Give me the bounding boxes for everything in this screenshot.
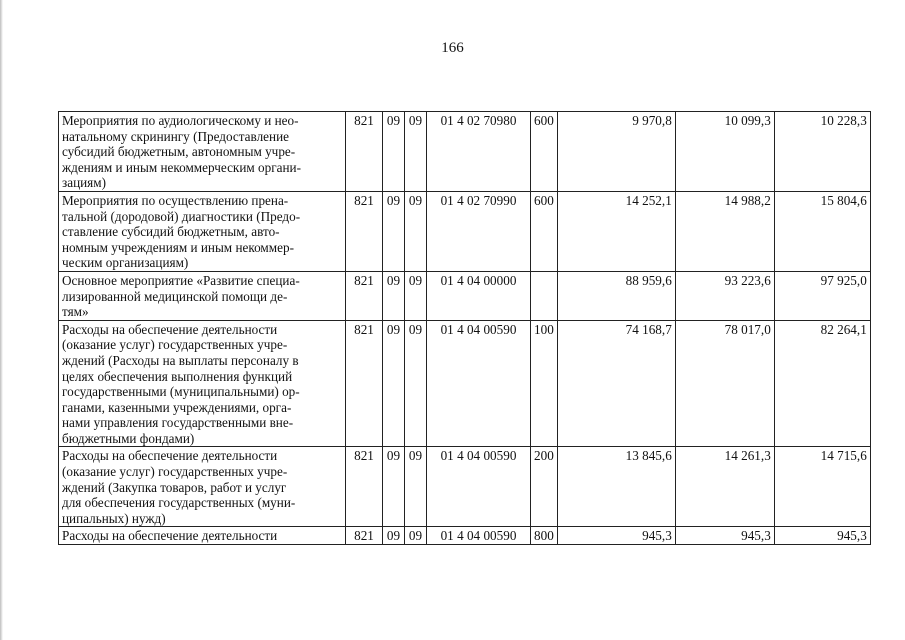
description-cell [59,320,346,447]
amount-year1-cell: 88 959,6 [557,271,675,320]
amount-year3-cell: 10 228,3 [774,112,870,192]
target-article-cell: 01 4 04 00590 [427,447,531,527]
description-line: Расходы на обеспечение деятельности [62,448,278,464]
description-line: Мероприятия по осуществлению прена- [62,192,289,208]
ministry-code-cell: 821 [346,191,383,271]
description-line: ждениям и иным некоммерческим органи- [62,159,301,175]
section-code-cell: 09 [383,447,405,527]
description-line: целях обеспечения выполнения функций [62,368,293,384]
table-row [59,191,871,271]
description-line: ганами, казенными учреждениями, орга- [62,399,292,415]
ministry-code-cell: 821 [346,271,383,320]
description-line: тальной (дородовой) диагностики (Предо- [62,208,301,224]
amount-year2-cell: 78 017,0 [675,320,774,447]
description-line: Расходы на обеспечение деятельности [62,321,278,337]
expense-type-cell: 600 [531,112,558,192]
amount-year3-cell: 945,3 [774,527,870,545]
budget-table [58,111,871,545]
amount-year2-cell: 14 261,3 [675,447,774,527]
target-article-cell: 01 4 04 00590 [427,527,531,545]
amount-year2-cell: 945,3 [675,527,774,545]
description-line: нами управления государственными вне- [62,415,294,431]
expense-type-cell: 200 [531,447,558,527]
subsection-code-cell: 09 [405,112,427,192]
amount-year3-cell: 15 804,6 [774,191,870,271]
description-line: субсидий бюджетным, автономным учре- [62,144,296,160]
amount-year3-cell: 82 264,1 [774,320,870,447]
description-line: (оказание услуг) государственных учре- [62,337,288,353]
description-cell [59,191,346,271]
expense-type-cell [531,271,558,320]
description-line: бюджетными фондами) [62,430,195,446]
description-line: Мероприятия по аудиологическому и нео- [62,113,299,128]
subsection-code-cell: 09 [405,527,427,545]
description-line: Основное мероприятие «Развитие специа- [62,272,300,288]
description-line: зациям) [62,175,106,191]
target-article-cell: 01 4 04 00000 [427,271,531,320]
description-cell [59,112,346,192]
page-number: 166 [441,40,464,56]
amount-year3-cell: 14 715,6 [774,447,870,527]
subsection-code-cell: 09 [405,320,427,447]
subsection-code-cell: 09 [405,447,427,527]
description-line: ципальных) нужд) [62,510,166,526]
description-line: тям» [62,304,89,320]
description-line: ставление субсидий бюджетным, авто- [62,224,280,240]
description-cell [59,527,346,545]
description-line: Расходы на обеспечение деятельности [62,528,278,544]
expense-type-cell: 800 [531,527,558,545]
expense-type-cell: 100 [531,320,558,447]
description-line: для обеспечения государственных (муни- [62,495,296,511]
amount-year1-cell: 13 845,6 [557,447,675,527]
table-row [59,271,871,320]
section-code-cell: 09 [383,191,405,271]
table-row [59,320,871,447]
ministry-code-cell: 821 [346,527,383,545]
section-code-cell: 09 [383,112,405,192]
section-code-cell: 09 [383,320,405,447]
budget-table-body [59,112,871,545]
description-line: лизированной медицинской помощи де- [62,288,288,304]
amount-year2-cell: 10 099,3 [675,112,774,192]
ministry-code-cell: 821 [346,112,383,192]
amount-year3-cell: 97 925,0 [774,271,870,320]
amount-year1-cell: 945,3 [557,527,675,545]
amount-year1-cell: 14 252,1 [557,191,675,271]
table-row [59,527,871,545]
scan-edge-shadow [0,0,3,640]
ministry-code-cell: 821 [346,320,383,447]
subsection-code-cell: 09 [405,191,427,271]
table-row [59,447,871,527]
description-line: номным учреждениям и иным некоммер- [62,239,294,255]
description-line: ждений (Закупка товаров, работ и услуг [62,479,287,495]
description-line: натальному скринингу (Предоставление [62,128,289,144]
description-line: государственными (муниципальными) ор- [62,384,300,400]
expense-type-cell: 600 [531,191,558,271]
target-article-cell: 01 4 02 70980 [427,112,531,192]
ministry-code-cell: 821 [346,447,383,527]
description-line: ческим организациям) [62,255,189,271]
amount-year2-cell: 93 223,6 [675,271,774,320]
amount-year2-cell: 14 988,2 [675,191,774,271]
amount-year1-cell: 74 168,7 [557,320,675,447]
target-article-cell: 01 4 04 00590 [427,320,531,447]
section-code-cell: 09 [383,271,405,320]
subsection-code-cell: 09 [405,271,427,320]
table-row [59,112,871,192]
amount-year1-cell: 9 970,8 [557,112,675,192]
description-cell [59,447,346,527]
target-article-cell: 01 4 02 70990 [427,191,531,271]
description-line: ждений (Расходы на выплаты персоналу в [62,352,299,368]
description-cell [59,271,346,320]
section-code-cell: 09 [383,527,405,545]
description-line: (оказание услуг) государственных учре- [62,464,288,480]
